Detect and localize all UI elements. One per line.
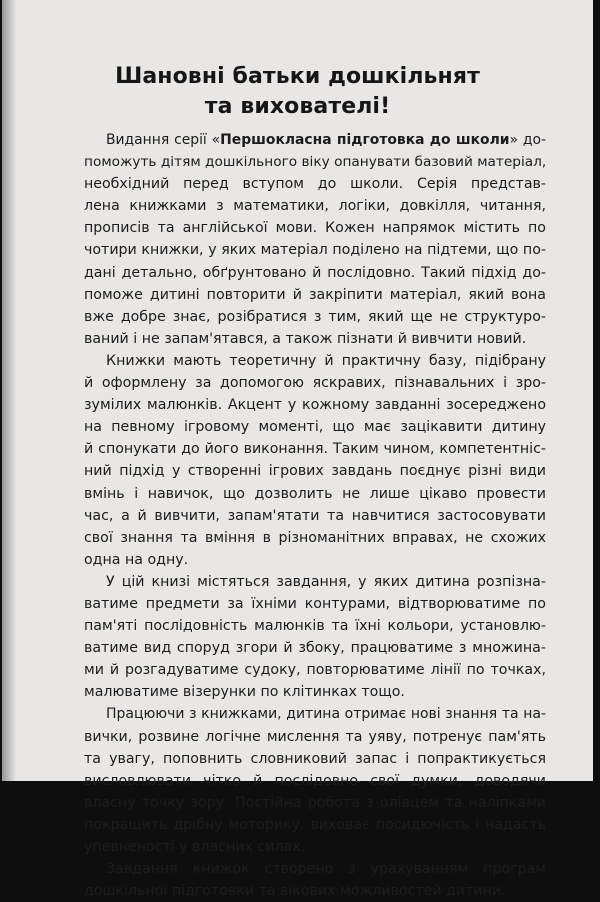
text-run: Видання серії « [106, 132, 221, 148]
text-line: зумілих малюнків. Акцент у кожному завданні зосереджено [84, 397, 546, 414]
text-line: вмінь і навичок, що дозволить не лише цікаво провести [84, 485, 546, 502]
page-title [2, 62, 593, 122]
text-line: на певному ігровому моменті, що має зацікавити дитину [84, 419, 546, 436]
text-line: одна на одну. [84, 551, 189, 568]
text-line: свої знання та вміння в різноманітних вправах, не схожих [84, 529, 546, 546]
body-text [84, 129, 546, 902]
text-line: чотири книжки, у яких матеріал поділено на підтеми, що по- [84, 242, 546, 259]
paragraph [84, 129, 546, 350]
paragraph [84, 350, 546, 571]
text-line: поможуть дітям дошкільного віку опанувати базовий матеріал, [84, 154, 547, 171]
text-line: Завдання книжок створено з урахуванням програм [106, 861, 546, 878]
text-line: У цій книзі містяться завдання, у яких дитина розпізна- [106, 573, 546, 590]
text-line: дошкільної підготовки та вікових можливостей дитини. [84, 883, 506, 900]
text-line: ватиме предмети за їхніми контурами, відтворюватиме по [84, 595, 546, 612]
title-line-1: Шановні батьки дошкільнят [115, 64, 480, 89]
series-name: Першокласна підготовка до школи [220, 132, 510, 148]
text-line: вички, розвине логічне мислення та уяву, потренує пам'ять [84, 728, 546, 745]
text-line: ватиме вид споруд згори й збоку, працюватиме з множина- [84, 640, 546, 657]
text-line: Книжки мають теоретичну й практичну базу, підібрану [106, 352, 546, 369]
text-line: власну точку зору. Постійна робота з олівцем та наліпками [84, 794, 546, 811]
text-line: ний підхід у створенні ігрових завдань поєднує різні види [84, 463, 546, 480]
text-line: та увагу, поповнить словниковий запас і попрактикується [84, 750, 546, 767]
text-line: упевненості у власних силах. [84, 839, 306, 855]
text-run: » до- [509, 132, 546, 148]
text-line: Працюючи з книжками, дитина отримає нові знання та на- [106, 706, 546, 723]
text-line: прописів та англійської мови. Кожен напрямок містить по [84, 220, 546, 237]
title-line-2: та вихователі! [204, 94, 391, 119]
text-line: лена книжками з математики, логіки, довкілля, читання, [84, 198, 546, 215]
text-line: малюватиме візерунки по клітинках тощо. [84, 684, 405, 701]
page-sheet [2, 0, 593, 900]
text-line: й оформлену за допомогою яскравих, пізнавальних і зро- [84, 375, 546, 392]
text-line: висловлювати чітко й послідовно свої думки, доводячи [84, 772, 546, 789]
text-line: час, а й вивчити, запам'ятати та навчитися застосовувати [84, 507, 546, 524]
text-line: й спонукати до його виконання. Таким чином, компетентніс- [84, 441, 546, 458]
text-line: необхідний перед вступом до школи. Серія представ- [84, 176, 546, 193]
text-line [84, 129, 546, 151]
text-line: дані детально, обґрунтовано й послідовно. Такий підхід до- [84, 264, 546, 281]
text-line: покращить дрібну моторику, виховає посидючість і надасть [84, 816, 546, 833]
paragraph [84, 571, 546, 704]
text-line: поможе дитині повторити й закріпити матеріал, який вона [84, 286, 546, 303]
text-line: вже добре знає, розібратися з тим, який ще не структуро- [84, 308, 546, 325]
text-line: ми й розгадуватиме судоку, повторюватиме лінії по точках, [84, 662, 546, 679]
text-line: ваний і не запам'ятався, а також пізнати й вивчити новий. [84, 330, 527, 347]
text-line: пам'яті послідовність малюнків та їхні кольори, установлю- [84, 618, 546, 635]
paragraph [84, 858, 546, 902]
